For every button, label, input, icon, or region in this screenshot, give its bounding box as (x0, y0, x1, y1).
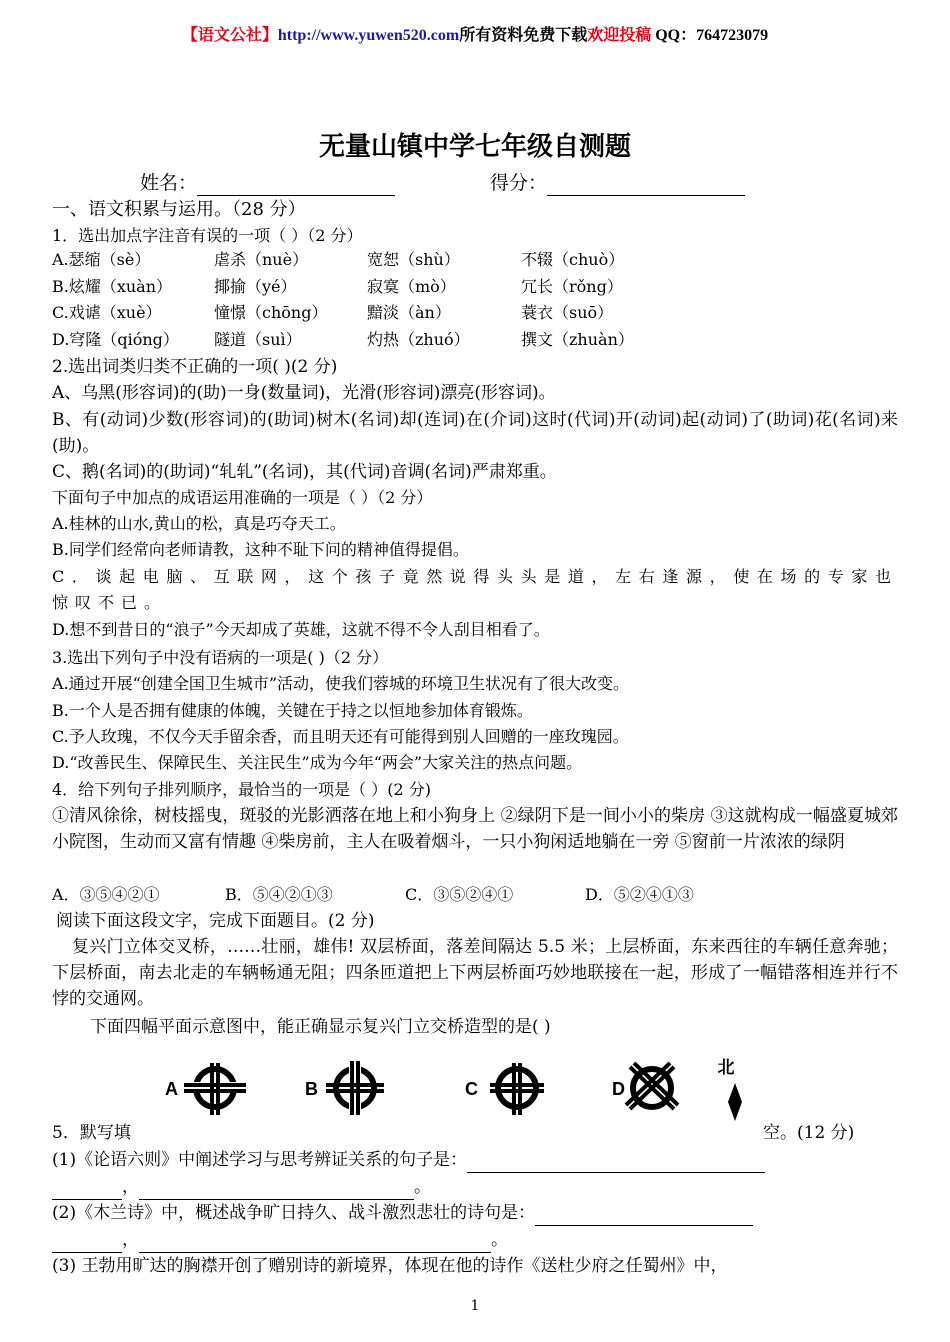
q5-item-2-cont (52, 1227, 508, 1253)
north-arrow-icon (718, 1058, 743, 1121)
site-header (0, 22, 950, 45)
q4-sentences: ①清风徐徐，树枝摇曳，斑驳的光影洒落在地上和小狗身上 ②绿阴下是一间小小的柴房 ③这就构成一幅盛夏城郊小院图，生动而又富有情趣 ④柴房前，主人在吸着烟斗，一只小狗闲适地躺在一旁 ⑤窗前一片浓浓的绿阴 (52, 806, 898, 852)
idiom-option-d: D.想不到昔日的“浪子”今天却成了英雄，这就不得不令人刮目相看了。 (52, 620, 550, 639)
invite-text: 欢迎投稿 (587, 27, 652, 44)
north-label: 北 (717, 1058, 735, 1078)
q1-option: 灼热（zhuó） (367, 330, 470, 349)
page-number: 1 (470, 1298, 480, 1314)
score-blank[interactable] (547, 177, 745, 196)
q3-option-a: A.通过开展“创建全国卫生城市”活动，使我们蓉城的环境卫生状况有了很大改变。 (52, 674, 630, 693)
q1-option: 蓑衣（suō） (521, 303, 614, 322)
q1-option: 虐杀（nuè） (214, 250, 309, 269)
q1-option: B.炫耀（xuàn） (52, 277, 173, 296)
q1-option: 不辍（chuò） (521, 250, 625, 269)
interchange-diagrams (160, 1055, 760, 1127)
diagram-label-d: D (612, 1079, 625, 1099)
site-url-link[interactable]: http://www.yuwen520.com (277, 27, 460, 44)
period-text: 。 (491, 1230, 508, 1250)
answer-blank[interactable] (139, 1234, 491, 1253)
q1-option: C.戏谑（xuè） (52, 303, 162, 322)
q3-stem: 3.选出下列句子中没有语病的一项是( )（2 分） (52, 648, 389, 667)
name-row (140, 170, 395, 196)
q2-option-a: A、乌黑(形容词)的(助)一身(数量词)，光滑(形容词)漂亮(形容词)。 (52, 383, 556, 403)
q4-option: B．⑤④②①③ (225, 885, 333, 904)
answer-blank[interactable] (467, 1154, 765, 1173)
q1-option: 冗长（rǒng） (521, 277, 623, 296)
free-download-text: 所有资料免费下载 (459, 27, 588, 44)
answer-blank[interactable] (52, 1234, 122, 1253)
q5-stem-right: 空。(12 分) (763, 1123, 855, 1143)
q5-item-2 (52, 1200, 753, 1226)
q1-option: 寂寞（mò） (367, 277, 456, 296)
q3-option-b: B.一个人是否拥有健康的体魄，关键在于持之以恒地参加体育锻炼。 (52, 701, 533, 720)
idiom-option-b: B.同学们经常向老师请教，这种不耻下问的精神值得提倡。 (52, 540, 469, 559)
q5-item-1-cont (52, 1174, 431, 1200)
diagram-label-b: B (305, 1079, 318, 1099)
score-label: 得分： (490, 172, 548, 194)
q4-option: A．③⑤④②① (52, 885, 160, 904)
q1-option: 隧道（suì） (214, 330, 302, 349)
q4-stem: 4．给下列句子排列顺序，最恰当的一项是（ ）(2 分) (52, 780, 432, 799)
q5-item-1 (52, 1147, 765, 1173)
q3-option-c: C.予人玫瑰，不仅今天手留余香，而且明天还有可能得到别人回赠的一座玫瑰园。 (52, 727, 629, 746)
q3-option-d: D.“改善民生、保障民生、关注民生”成为今年“两会”大家关注的热点问题。 (52, 753, 583, 772)
diagram-label-a: A (165, 1079, 178, 1099)
q2-option-b: B、有(动词)少数(形容词)的(助词)树木(名词)却(连词)在(介词)这时(代词)开(动词)起(动词)了(助词)花(名词)来(助)。 (52, 410, 898, 456)
idiom-option-a: A.桂林的山水,黄山的松，真是巧夺天工。 (52, 514, 346, 533)
q2-stem: 2.选出词类归类不正确的一项( )(2 分) (52, 357, 338, 377)
q5-stem-left: 5．默写填 (52, 1123, 131, 1143)
q4-option: D．⑤②④①③ (585, 885, 694, 904)
period-text: 。 (414, 1177, 431, 1197)
answer-blank[interactable] (535, 1207, 753, 1226)
brand-label: 【语文公社】 (181, 27, 278, 44)
answer-blank[interactable] (139, 1181, 414, 1200)
q1-option: 撰文（zhuàn） (521, 330, 634, 349)
idiom-option-c: C．谈起电脑、互联网，这个孩子竟然说得头头是道，左右逢源，使在场的专家也惊叹不已。 (52, 567, 898, 612)
q1-option: 憧憬（chōng） (214, 303, 328, 322)
name-blank[interactable] (197, 177, 395, 196)
q2-option-c: C、鹅(名词)的(助词)“轧轧”(名词)，其(代词)音调(名词)严肃郑重。 (52, 462, 557, 482)
comma-text: ， (122, 1177, 139, 1197)
diagram-label-c: C (465, 1079, 478, 1099)
reading-stem: 阅读下面这段文字，完成下面题目。(2 分) (56, 911, 375, 931)
q1-option: A.瑟缩（sè） (52, 250, 151, 269)
q1-option: D.穹隆（qióng） (52, 330, 179, 349)
diagram-a (165, 1063, 246, 1115)
qq-text: QQ：764723079 (655, 27, 769, 44)
reading-passage: 复兴门立体交叉桥，……壮丽，雄伟! 双层桥面，落差间隔达 5.5 米；上层桥面，东来西往的车辆任意奔驰；下层桥面，南去北走的车辆畅通无阻；四条匝道把上下两层桥面巧妙地联接在一起，形成了一幅错落相连并行不悖的交通网。 (52, 937, 898, 1009)
name-label: 姓名： (140, 172, 198, 194)
q5-item-2-text: (2)《木兰诗》中，概述战争旷日持久、战斗激烈悲壮的诗句是： (52, 1203, 536, 1223)
diagram-c (465, 1063, 544, 1115)
q1-option: 揶揄（yé） (214, 277, 297, 296)
q1-stem: 1．选出加点字注音有误的一项（ ）（2 分） (52, 226, 363, 245)
reading-question: 下面四幅平面示意图中，能正确显示复兴门立交桥造型的是( ) (90, 1017, 551, 1037)
answer-blank[interactable] (52, 1181, 122, 1200)
page-title: 无量山镇中学七年级自测题 (318, 132, 631, 162)
diagram-b (305, 1061, 384, 1115)
q1-option: 黯淡（àn） (367, 303, 451, 322)
idiom-stem: 下面句子中加点的成语运用准确的一项是（ ）（2 分） (52, 488, 433, 507)
q5-item-3: (3) 王勃用旷达的胸襟开创了赠别诗的新境界，体现在他的诗作《送杜少府之任蜀州》中， (52, 1256, 728, 1276)
score-row (490, 170, 745, 196)
diagram-d (612, 1063, 678, 1109)
q5-item-1-text: (1)《论语六则》中阐述学习与思考辨证关系的句子是： (52, 1150, 468, 1170)
section-heading: 一、语文积累与运用。（28 分） (52, 199, 306, 220)
q4-option: C．③⑤②④① (405, 885, 514, 904)
q1-option: 宽恕（shù） (367, 250, 460, 269)
comma-text: ， (122, 1230, 139, 1250)
